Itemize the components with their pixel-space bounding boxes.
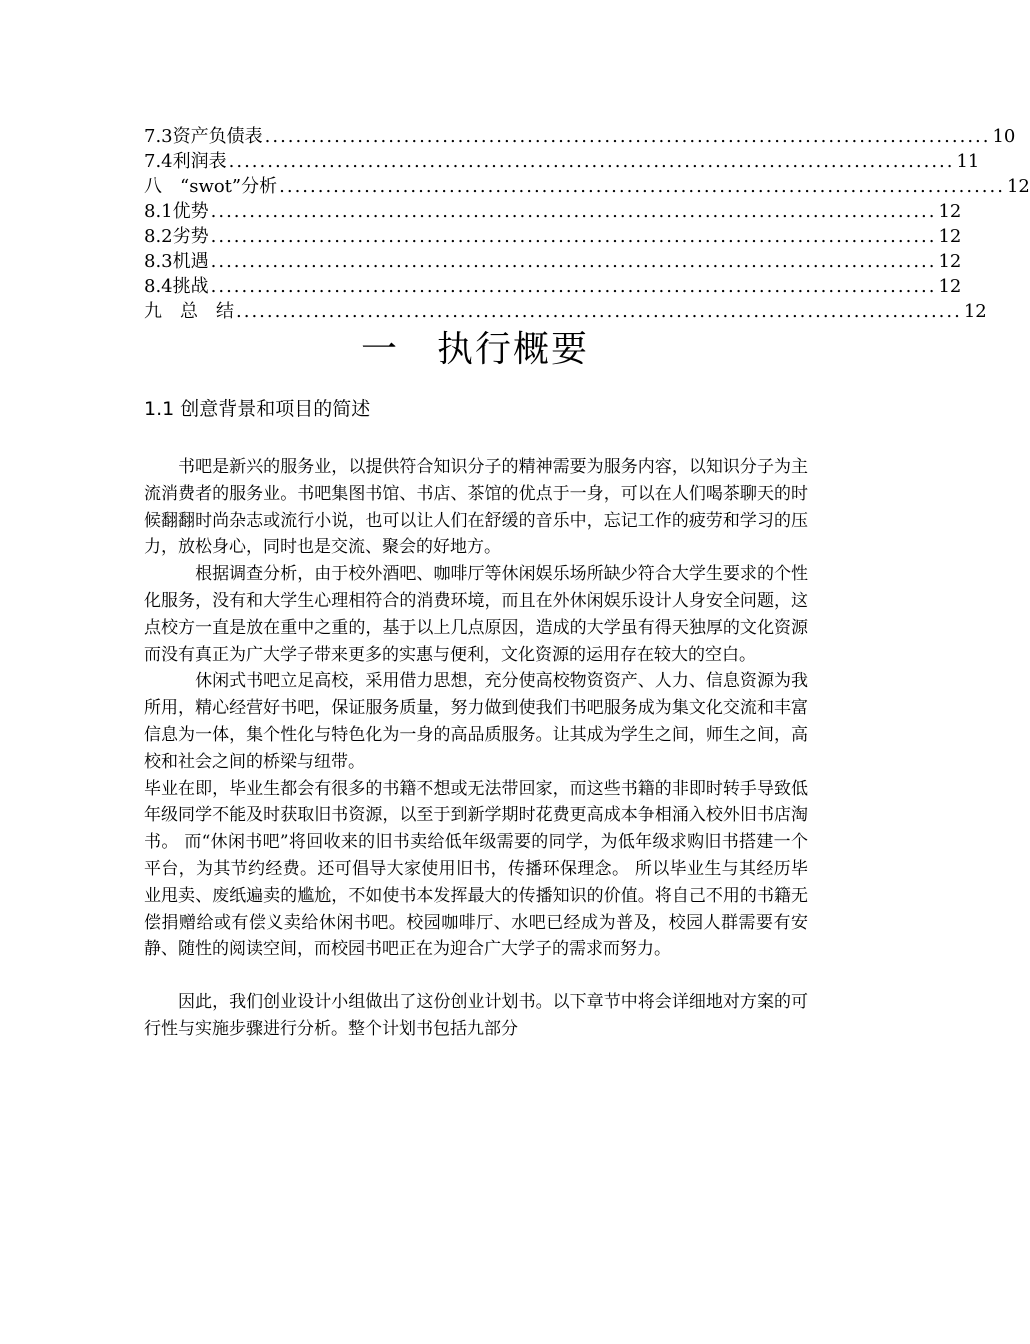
- toc-entry[interactable]: [144, 199, 962, 224]
- toc-entry-page: 12: [938, 276, 962, 297]
- toc-entry-page: 10: [992, 126, 1016, 147]
- toc-leader-dots: ..............................................................................................: [228, 151, 955, 172]
- toc-entry-page: 12: [1006, 176, 1030, 197]
- toc-entry-label: 8.4挑战: [144, 276, 209, 297]
- paragraph: 书吧是新兴的服务业，以提供符合知识分子的精神需要为服务内容，以知识分子为主流消费者的服务业。书吧集图书馆、书店、茶馆的优点于一身，可以在人们喝茶聊天的时候翻翻时尚杂志或流行小说，也可以让人们在舒缓的音乐中，忘记工作的疲劳和学习的压力，放松身心，同时也是交流、聚会的好地方。: [144, 457, 808, 558]
- toc-entry-label: 7.3资产负债表: [144, 126, 263, 147]
- toc-leader-dots: ..............................................................................................: [236, 301, 962, 322]
- toc-leader-dots: ..............................................................................................: [264, 126, 991, 147]
- toc-entry[interactable]: [144, 299, 987, 324]
- toc-entry-label: 7.4利润表: [144, 151, 227, 172]
- paragraph: 毕业在即，毕业生都会有很多的书籍不想或无法带回家，而这些书籍的非即时转手导致低年级同学不能及时获取旧书资源，以至于到新学期时花费更高成本争相涌入校外旧书店淘书。 而“休闲书吧”将回收来的旧书卖给低年级需要的同学，为低年级求购旧书搭建一个平台，为其节约经费。还可倡导大家使用旧书，传播环保理念。 所以毕业生与其经历毕业甩卖、废纸遍卖的尴尬，不如使书本发挥最大的传播知识的价值。将自己不用的书籍无偿捐赠给或有偿义卖给休闲书吧。校园咖啡厅、水吧已经成为普及，校园人群需要有安静、随性的阅读空间，而校园书吧正在为迎合广大学子的需求而努力。: [144, 778, 808, 960]
- toc-entry-page: 12: [963, 301, 987, 322]
- section-title: 1.1 创意背景和项目的简述: [144, 398, 371, 420]
- toc-entry[interactable]: [144, 274, 962, 299]
- toc-leader-dots: ..............................................................................................: [279, 176, 1005, 197]
- toc-entry-page: 12: [938, 226, 962, 247]
- toc-entry-label: 8.1优势: [144, 201, 209, 222]
- toc-entry-label: 八 “swot”分析: [144, 176, 278, 197]
- toc-entry-page: 11: [956, 151, 980, 172]
- chapter-title: 一 执行概要: [360, 329, 589, 370]
- toc-entry[interactable]: [144, 174, 1030, 199]
- toc-entry-label: 九 总 结: [144, 301, 234, 322]
- toc-leader-dots: ..............................................................................................: [210, 201, 937, 222]
- paragraph-gap: [144, 963, 808, 989]
- toc-leader-dots: ..............................................................................................: [210, 251, 937, 272]
- toc-entry-label: 8.3机遇: [144, 251, 209, 272]
- paragraph: 根据调查分析，由于校外酒吧、咖啡厅等休闲娱乐场所缺少符合大学生要求的个性化服务，没有和大学生心理相符合的消费环境，而且在外休闲娱乐设计人身安全问题，这点校方一直是放在重中之重的，基于以上几点原因，造成的大学虽有得天独厚的文化资源而没有真正为广大学子带来更多的实惠与便利，文化资源的运用存在较大的空白。: [144, 564, 808, 665]
- paragraph: 因此，我们创业设计小组做出了这份创业计划书。以下章节中将会详细地对方案的可行性与实施步骤进行分析。整个计划书包括九部分: [144, 992, 808, 1039]
- toc-entry-page: 12: [938, 251, 962, 272]
- toc-leader-dots: ..............................................................................................: [210, 226, 937, 247]
- table-of-contents: [144, 124, 1030, 324]
- toc-leader-dots: ..............................................................................................: [210, 276, 937, 297]
- toc-entry[interactable]: [144, 224, 962, 249]
- toc-entry[interactable]: [144, 249, 962, 274]
- toc-entry[interactable]: [144, 124, 1016, 149]
- toc-entry-page: 12: [938, 201, 962, 222]
- toc-entry-label: 8.2劣势: [144, 226, 209, 247]
- toc-entry[interactable]: [144, 149, 980, 174]
- body-text: [144, 454, 808, 1043]
- paragraph: 休闲式书吧立足高校，采用借力思想，充分使高校物资资产、人力、信息资源为我所用，精心经营好书吧，保证服务质量，努力做到使我们书吧服务成为集文化交流和丰富信息为一体，集个性化与特色化为一身的高品质服务。让其成为学生之间，师生之间，高校和社会之间的桥梁与纽带。: [144, 671, 808, 772]
